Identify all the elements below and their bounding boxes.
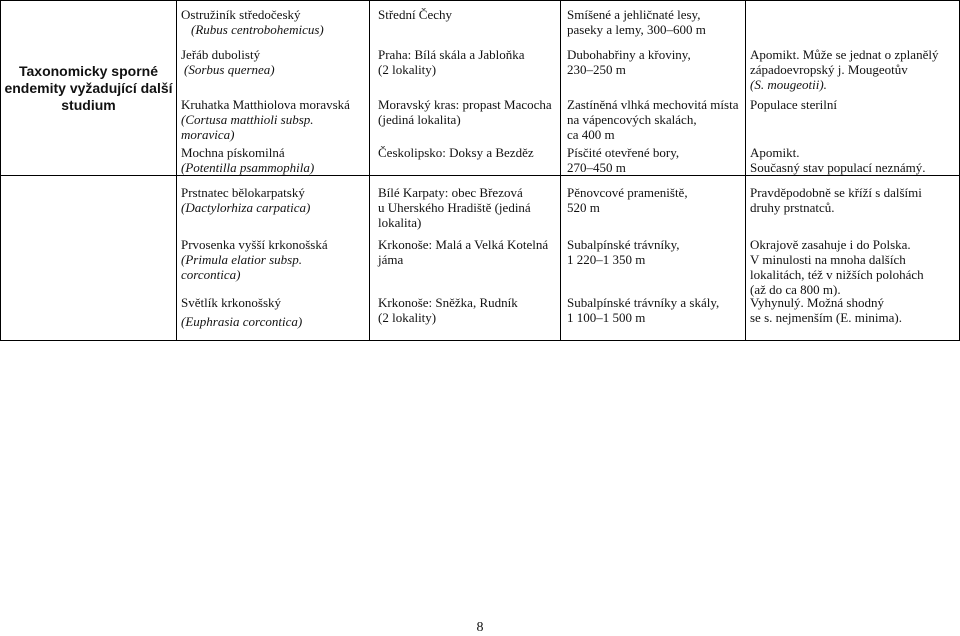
habitat-text: Dubohabřiny a křoviny, [567,47,691,62]
habitat-cell [561,1,746,176]
note-entry [750,185,955,237]
note-entry [750,237,955,295]
habitat-entry [567,7,741,47]
note-text: Apomikt. [750,145,800,160]
habitat-text: ca 400 m [567,127,615,142]
note-text: V minulosti na mnoha dalších [750,252,906,267]
plant-scientific-name: (Primula elatior subsp. corcontica) [181,252,302,282]
habitat-text: Subalpínské trávníky, [567,237,680,252]
habitat-text: na vápencových skalách, [567,112,697,127]
plant-cell [177,176,370,341]
habitat-entry [567,237,741,295]
locality-entry [378,145,556,160]
category-cell-empty [1,176,177,341]
habitat-text: Subalpínské trávníky a skály, [567,295,720,310]
plant-scientific-name: (Potentilla psammophila) [181,160,315,175]
note-text: Apomikt. Může se jednat o zplanělý [750,47,939,62]
page-number: 8 [476,620,484,635]
category-label: Taxonomicky sporné endemity vyžadující další studium [4,62,173,113]
habitat-cell [561,176,746,341]
plant-name: Kruhatka Matthiolova moravská [181,97,350,112]
plant-entry [181,97,365,145]
locality-text: Praha: Bílá skála a Jabloňka [378,47,525,62]
locality-entry [378,7,556,47]
table-row [1,1,960,176]
note-entry [750,295,955,325]
habitat-text: Pěnovcové prameniště, [567,185,688,200]
habitat-text: 270–450 m [567,160,626,175]
note-text: lokalitách, též v nižších polohách [750,267,924,282]
plant-scientific-name: (Dactylorhiza carpatica) [181,200,311,215]
plant-entry [181,47,365,97]
plant-name: Světlík krkonošský [181,295,282,310]
locality-text: (jediná lokalita) [378,112,461,127]
habitat-text: 1 220–1 350 m [567,252,646,267]
note-entry [750,145,955,175]
note-text: Pravděpodobně se kříží s dalšími [750,185,922,200]
locality-text: lokalita) [378,215,422,230]
locality-cell [370,1,561,176]
locality-entry [378,185,556,237]
habitat-text: 520 m [567,200,600,215]
locality-text: Krkonoše: Malá a Velká Kotelná [378,237,549,252]
locality-text: Bílé Karpaty: obec Březová [378,185,523,200]
note-text: se s. nejmenším (E. minima). [750,310,903,325]
plant-entry [181,237,365,295]
note-text: druhy prstnatců. [750,200,835,215]
plant-name: Jeřáb dubolistý [181,47,261,62]
locality-entry [378,295,556,325]
habitat-text: 230–250 m [567,62,626,77]
plant-scientific-name: (Euphrasia corcontica) [181,314,303,329]
plant-entry [181,185,365,237]
plant-name: Mochna pískomilná [181,145,285,160]
plant-scientific-name: (Rubus centrobohemicus) [191,22,324,37]
note-text: Populace sterilní [750,97,838,112]
locality-entry [378,97,556,145]
habitat-entry [567,185,741,237]
habitat-text: Smíšené a jehličnaté lesy, [567,7,701,22]
note-text: (až do ca 800 m). [750,282,841,297]
note-text: (S. mougeotii). [750,77,827,92]
note-text: Vyhynulý. Možná shodný [750,295,884,310]
note-entry [750,7,955,47]
locality-text: Střední Čechy [378,7,453,22]
locality-entry [378,47,556,97]
habitat-text: paseky a lemy, 300–600 m [567,22,706,37]
habitat-text: Zastíněná vlhká mechovitá místa [567,97,739,112]
locality-text: (2 lokality) [378,62,437,77]
note-text: Současný stav populací neznámý. [750,160,926,175]
locality-text: Českolipsko: Doksy a Bezděz [378,145,534,160]
habitat-entry [567,47,741,97]
plant-name: Prvosenka vyšší krkonošská [181,237,328,252]
plant-cell [177,1,370,176]
plant-name: Ostružiník středočeský [181,7,301,22]
locality-cell [370,176,561,341]
locality-text: jáma [378,252,404,267]
habitat-entry [567,97,741,145]
note-entry [750,97,955,145]
table-row [1,176,960,341]
locality-text: Moravský kras: propast Macocha [378,97,552,112]
plant-name: Prstnatec bělokarpatský [181,185,305,200]
plant-entry [181,295,365,329]
locality-text: u Uherského Hradiště (jediná [378,200,531,215]
habitat-text: Písčité otevřené bory, [567,145,680,160]
note-text: západoevropský j. Mougeotův [750,62,908,77]
note-cell [746,1,960,176]
note-cell [746,176,960,341]
plant-entry [181,7,365,47]
habitat-entry [567,295,741,325]
note-text: Okrajově zasahuje i do Polska. [750,237,911,252]
habitat-entry [567,145,741,175]
locality-text: (2 lokality) [378,310,437,325]
habitat-text: 1 100–1 500 m [567,310,646,325]
locality-text: Krkonoše: Sněžka, Rudník [378,295,518,310]
category-cell [1,1,177,176]
plant-scientific-name: (Cortusa matthioli subsp. moravica) [181,112,314,142]
locality-entry [378,237,556,295]
plant-scientific-name: (Sorbus quernea) [184,62,275,77]
note-entry [750,47,955,97]
plant-entry [181,145,365,175]
